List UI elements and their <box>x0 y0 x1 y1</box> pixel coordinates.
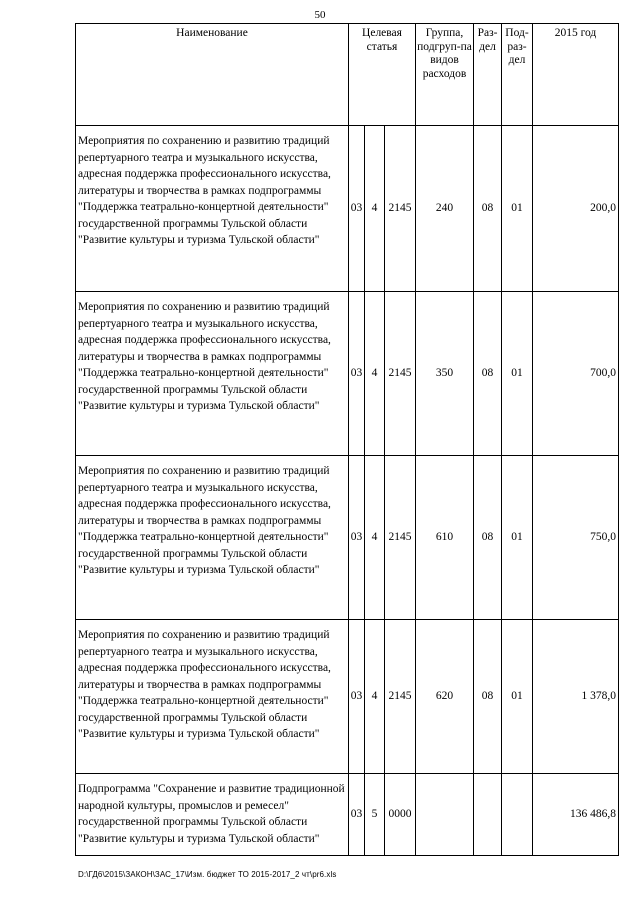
row-name: Подпрограмма "Сохранение и развитие традиционной народной культуры, промыслов и ремесел" государственной программы Тульской области "Развитие культуры и туризма Тульской области" <box>76 774 349 856</box>
row-code2: 5 <box>365 774 385 856</box>
row-section: 08 <box>474 126 502 292</box>
row-subsection <box>502 774 533 856</box>
row-code1: 03 <box>349 620 365 774</box>
header-target-article: Целевая статья <box>349 24 416 126</box>
header-group: Группа, подгруп-па видов расходов <box>416 24 474 126</box>
row-code2: 4 <box>365 292 385 456</box>
row-subsection: 01 <box>502 456 533 620</box>
header-year: 2015 год <box>533 24 619 126</box>
row-code3: 2145 <box>385 126 416 292</box>
row-group <box>416 774 474 856</box>
table-row <box>76 456 619 620</box>
row-code3: 2145 <box>385 292 416 456</box>
table-row <box>76 620 619 774</box>
row-group: 610 <box>416 456 474 620</box>
row-code1: 03 <box>349 292 365 456</box>
row-section: 08 <box>474 456 502 620</box>
row-section: 08 <box>474 292 502 456</box>
row-subsection: 01 <box>502 292 533 456</box>
row-code1: 03 <box>349 126 365 292</box>
row-amount: 750,0 <box>533 456 619 620</box>
file-path-footer: D:\ГД6\2015\ЗАКОН\ЗАС_17\Изм. бюджет ТО 2015-2017_2 чт\pr6.xls <box>78 870 337 879</box>
row-code3: 2145 <box>385 456 416 620</box>
header-section: Раз-дел <box>474 24 502 126</box>
row-group: 350 <box>416 292 474 456</box>
row-section <box>474 774 502 856</box>
table-row <box>76 292 619 456</box>
row-code3: 0000 <box>385 774 416 856</box>
row-name: Мероприятия по сохранению и развитию традиций репертуарного театра и музыкального искусства, адресная поддержка профессионального искусства, литературы и творчества в рамках подпрограммы "Поддержка театрально-концертной деятельности" государственной программы Тульской области "Развитие культуры и туризма Тульской области" <box>76 620 349 774</box>
row-code3: 2145 <box>385 620 416 774</box>
table-row <box>76 774 619 856</box>
row-amount: 200,0 <box>533 126 619 292</box>
row-name: Мероприятия по сохранению и развитию традиций репертуарного театра и музыкального искусства, адресная поддержка профессионального искусства, литературы и творчества в рамках подпрограммы "Поддержка театрально-концертной деятельности" государственной программы Тульской области "Развитие культуры и туризма Тульской области" <box>76 456 349 620</box>
row-code2: 4 <box>365 620 385 774</box>
row-code1: 03 <box>349 456 365 620</box>
row-subsection: 01 <box>502 620 533 774</box>
row-code2: 4 <box>365 456 385 620</box>
row-name: Мероприятия по сохранению и развитию традиций репертуарного театра и музыкального искусства, адресная поддержка профессионального искусства, литературы и творчества в рамках подпрограммы "Поддержка театрально-концертной деятельности" государственной программы Тульской области "Развитие культуры и туризма Тульской области" <box>76 126 349 292</box>
row-section: 08 <box>474 620 502 774</box>
budget-table <box>75 23 619 856</box>
page-number: 50 <box>314 9 326 21</box>
row-amount: 1 378,0 <box>533 620 619 774</box>
row-group: 620 <box>416 620 474 774</box>
row-amount: 136 486,8 <box>533 774 619 856</box>
row-code2: 4 <box>365 126 385 292</box>
row-amount: 700,0 <box>533 292 619 456</box>
header-subsection: Под-раз-дел <box>502 24 533 126</box>
row-group: 240 <box>416 126 474 292</box>
header-name: Наименование <box>76 24 349 126</box>
header-row <box>76 24 619 126</box>
table-row <box>76 126 619 292</box>
row-name: Мероприятия по сохранению и развитию традиций репертуарного театра и музыкального искусства, адресная поддержка профессионального искусства, литературы и творчества в рамках подпрограммы "Поддержка театрально-концертной деятельности" государственной программы Тульской области "Развитие культуры и туризма Тульской области" <box>76 292 349 456</box>
row-subsection: 01 <box>502 126 533 292</box>
row-code1: 03 <box>349 774 365 856</box>
